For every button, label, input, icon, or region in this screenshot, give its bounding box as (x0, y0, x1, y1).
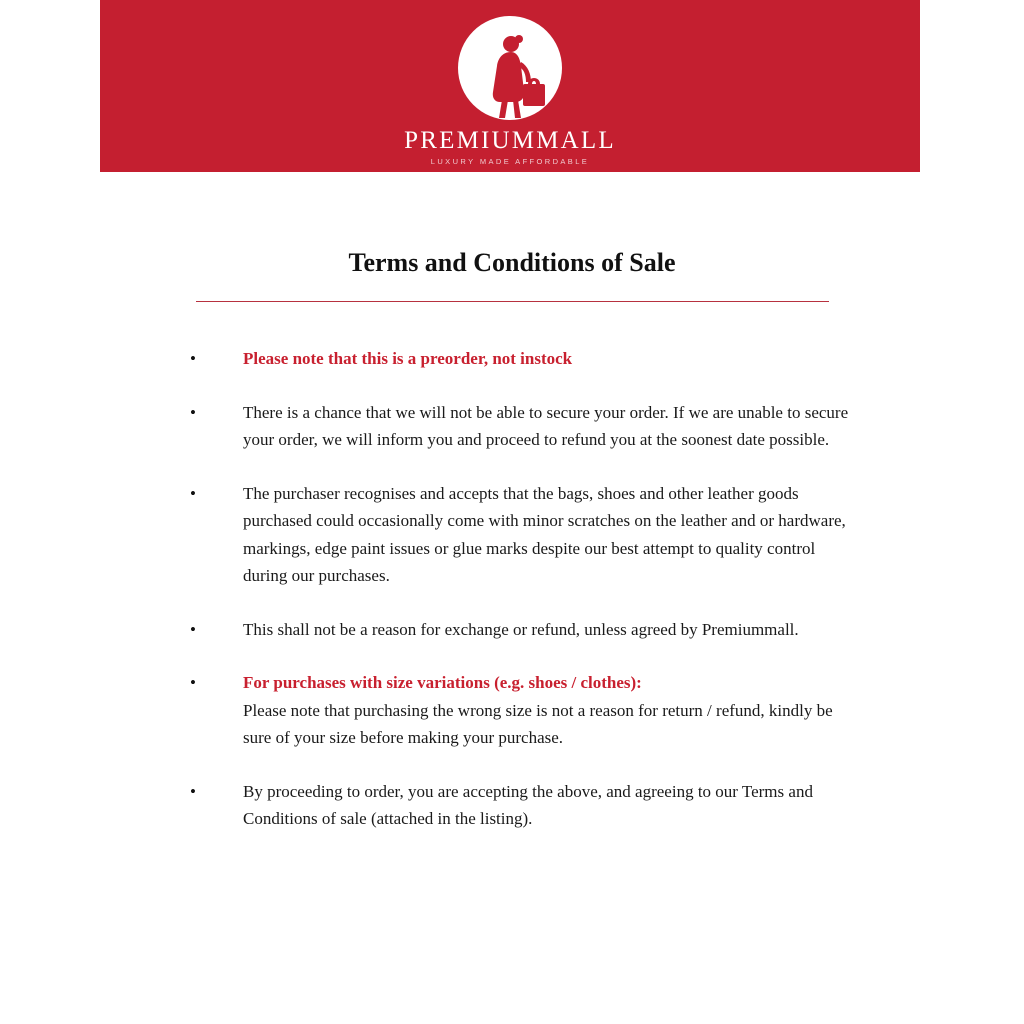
list-item-text: Please note that purchasing the wrong size is not a reason for return / refund, kindly be sure of your size before making your purchase. (243, 700, 833, 747)
list-item-text: Please note that this is a preorder, not instock (243, 349, 573, 368)
brand-logo-block (100, 16, 920, 166)
page-title: Terms and Conditions of Sale (348, 248, 676, 277)
list-item (190, 669, 850, 752)
list-item (190, 399, 850, 454)
list-item-text: The purchaser recognises and accepts that the bags, shoes and other leather goods purchased could occasionally come with minor scratches on the leather and or hardware, markings, edge paint issues or glue marks despite our best attempt to quality control during our purchases. (243, 483, 846, 585)
bullet-marker: • (190, 483, 196, 503)
list-item (190, 345, 850, 373)
list-item-lead: For purchases with size variations (e.g. shoes / clothes): (243, 673, 642, 692)
list-item-text-group (243, 669, 850, 752)
woman-with-handbag-logo-icon (458, 16, 562, 120)
brand-tagline: LUXURY MADE AFFORDABLE (430, 157, 590, 166)
list-item (190, 480, 850, 590)
bullet-marker: • (190, 673, 196, 692)
bullet-marker: • (190, 781, 196, 801)
bullet-marker: • (190, 349, 196, 368)
brand-header-banner (100, 0, 920, 172)
list-item-text: This shall not be a reason for exchange or refund, unless agreed by Premiummall. (243, 619, 799, 639)
list-item (190, 616, 850, 644)
bullet-marker: • (190, 402, 196, 422)
terms-list (190, 345, 850, 833)
list-item (190, 778, 850, 833)
list-item-text: There is a chance that we will not be able to secure your order. If we are unable to secure your order, we will inform you and proceed to refund you at the soonest date possible. (243, 402, 849, 449)
list-item-text: By proceeding to order, you are accepting the above, and agreeing to our Terms and Conditions of sale (attached in the listing). (243, 781, 813, 828)
bullet-marker: • (190, 619, 196, 639)
brand-name: PREMIUMMALL (404, 127, 616, 154)
title-divider (196, 301, 829, 302)
